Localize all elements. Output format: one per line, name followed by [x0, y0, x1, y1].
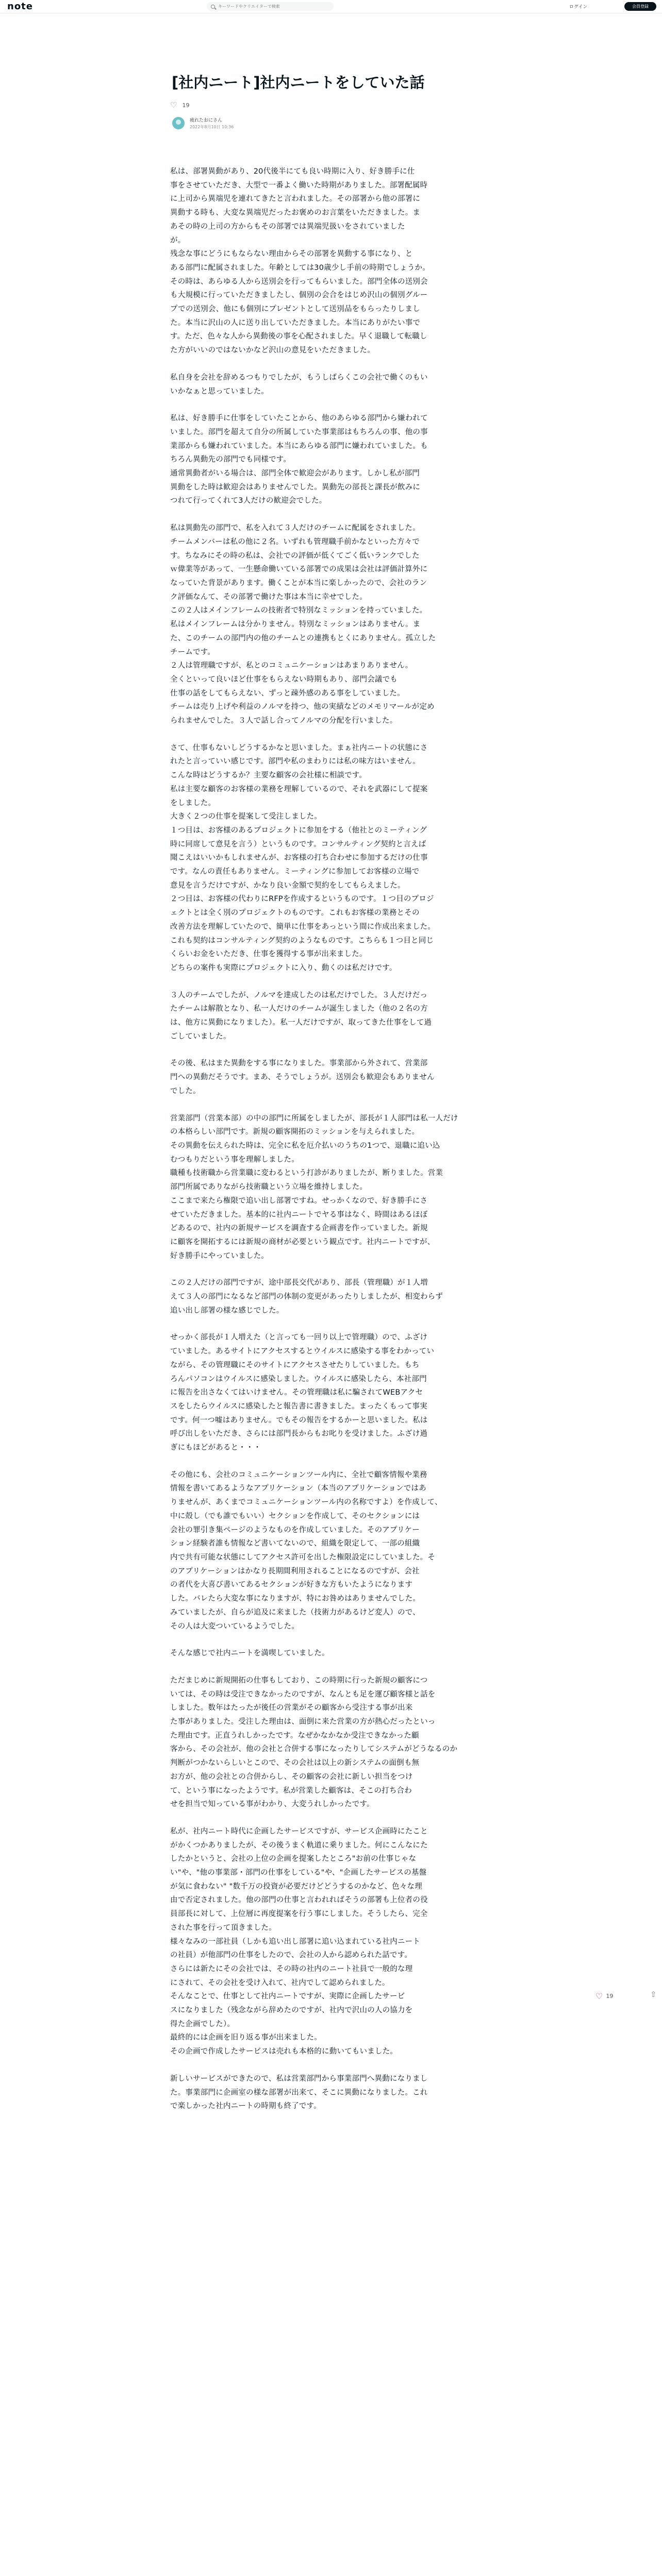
- note-logo[interactable]: note: [7, 1, 33, 12]
- paragraph-line: 私自身を会社を辞めるつもりでしたが、もうしばらくこの会社で働くのもい: [170, 373, 428, 382]
- top-header: [0, 0, 662, 13]
- paragraph-line: ごしていました。: [170, 1032, 231, 1041]
- article-paragraph: [170, 989, 492, 1044]
- paragraph-line: も大規模に行っていただきましたし、個別の会合をはじめ沢山の個別グルー: [170, 291, 428, 300]
- article-paragraph: [170, 412, 492, 508]
- paragraph-line: て、という事になったようです。私が営業した顧客は、そこの打ち合わ: [170, 1786, 412, 1795]
- paragraph-line: せを担当で知っている事がわかり、大変うれしかったです。: [170, 1800, 374, 1809]
- paragraph-line: に顧客を開拓するには新規の商材が必要という観点です。社内ニートですが、: [170, 1238, 435, 1246]
- article-paragraph: [170, 1468, 492, 1633]
- paragraph-line: その企画で作成したサービスは売れも本格的に動いてもいました。: [170, 2047, 398, 2056]
- paragraph-line: 異動する時も、大変な異端児だったお褒めのお言葉をいただきました。ま: [170, 209, 421, 217]
- paragraph-line: いては、その時は受注できなかったのですが、なんとも足を運び顧客様と話を: [170, 1690, 436, 1699]
- paragraph-line: ｗ偉業等があって、一生懸命働いている部署での成果は会社は評価計算外に: [170, 565, 428, 574]
- paragraph-line: です。何一つ嘘はありません。でもその報告をするかーと思いました。私は: [170, 1416, 428, 1425]
- article-paragraph: [170, 1825, 492, 2059]
- paragraph-line: た。事業部門に企画室の様な部署が出来て、そこに異動になりました。これ: [170, 2088, 428, 2097]
- paragraph-line: 私は異動先の部門で、私を入れて３人だけのチームに配属をされました。: [170, 524, 420, 533]
- paragraph-line: ェクトとは全く別のプロジェクトのものです。これもお客様の業務とその: [170, 909, 420, 918]
- paragraph-line: れたと言っていい感じです。部門や私のまわりには私の味方はいません。: [170, 757, 420, 766]
- search-box[interactable]: [207, 2, 334, 11]
- paragraph-line: さて、仕事もないしどうするかなと思いました。まぁ社内ニートの状態にさ: [170, 743, 428, 752]
- paragraph-line: この２人はメインフレームの技術者で特別なミッションを持っていました。: [170, 606, 427, 615]
- like-count: 19: [182, 101, 190, 109]
- article-body: [170, 165, 492, 2127]
- paragraph-line: 判断がつかないらしいとこので、その会社は以上の新システムの面倒も無: [170, 1759, 420, 1768]
- article-paragraph: [170, 1276, 492, 1317]
- paragraph-line: その時は、あらゆる人から送別会を行ってもらいました。部門全体の送別会: [170, 277, 428, 286]
- paragraph-line: 得た企画でした）。: [170, 2020, 235, 2028]
- paragraph-line: たチームは解散となり、私一人だけのチームが誕生しました（他の２名の方: [170, 1005, 428, 1013]
- paragraph-line: こんな時はどうするか？主要な顧客の会社様に相談です。: [170, 771, 367, 780]
- paragraph-line: ション経験者誰も情報など書いてないので、組織を限定して、一部の組織: [170, 1539, 420, 1548]
- login-link[interactable]: ログイン: [569, 5, 588, 10]
- paragraph-line: したかというと、会社の上位の企画を提案したところ"お前の仕事じゃな: [170, 1855, 417, 1863]
- paragraph-line: で楽しかった社内ニートの時期も終了です。: [170, 2102, 321, 2111]
- paragraph-line: いかなぁと思っていました。: [170, 387, 269, 396]
- paragraph-line: た方がいいのではないかなど沢山の意見をいただきました。: [170, 346, 375, 355]
- paragraph-line: どちらの案件も実際にプロジェクトに入り、動くのは私だけです。: [170, 963, 397, 972]
- paragraph-line: に上司から異端児を連れてきたと言われました。その部署から他の部署に: [170, 195, 421, 204]
- paragraph-line: チームメンバーは私の他に２名。いずれも管理職手前かなといった方々で: [170, 537, 420, 546]
- side-like-count: 19: [606, 1993, 614, 1999]
- paragraph-line: チームは売り上げや利益のノルマを持つ、他の実績などのメモリマールが定め: [170, 703, 435, 711]
- paragraph-line: その他にも、会社のコミュニケーションツール内に、全社で顧客情報や業務: [170, 1470, 427, 1479]
- paragraph-line: す。ちなみにその時の私は、会社での評価が低くてごく低いランクでした: [170, 551, 420, 560]
- paragraph-line: ただまじめに新規開拓の仕事もしており、この時期に行った新規の顧客につ: [170, 1676, 428, 1685]
- paragraph-line: １つ目は、お客様のあるプロジェクトに参加をする（他社とのミーティング: [170, 826, 427, 835]
- paragraph-line: 情報を書いてあるようなアプリケーション（本当のアプリケーションではあ: [170, 1484, 426, 1493]
- paragraph-line: です。なんの責任もありません。ミーティングに参加してお客様の立場で: [170, 868, 420, 876]
- paragraph-line: の本格らしい部門です。新規の顧客開拓のミッションを与えられました。: [170, 1128, 420, 1137]
- article-paragraph: [170, 521, 492, 728]
- article-paragraph: [170, 1112, 492, 1263]
- paragraph-line: がかくつかありましたが、その後うまく軌道に乗りました。何にこんなにた: [170, 1841, 428, 1850]
- article-paragraph: [170, 2072, 492, 2113]
- article: [170, 72, 492, 2111]
- paragraph-line: 事をさせていただき、大型で一番よく働いた時期がありました。部署配属時: [170, 181, 428, 190]
- post-date: 2022年8月10日 10:36: [190, 125, 234, 129]
- paragraph-line: ながら、その管理職にそのサイトにアクセスさせたりしていました。もち: [170, 1361, 420, 1369]
- paragraph-line: プでの送別会、他にも個別にプレゼントとして送別品をもらったりしまし: [170, 305, 420, 314]
- paragraph-line: た。本当に沢山の人に送り出していただきました。本当にありがたい事で: [170, 318, 421, 327]
- like-counter[interactable]: [170, 100, 189, 110]
- paragraph-line: した。バレたら大変な事になりますが、特にお咎めはありませんでした。: [170, 1595, 421, 1603]
- paragraph-line: お方が、他の会社との合併からし、その顧客の会社に新しい担当をつけ: [170, 1772, 413, 1781]
- paragraph-line: しました。数年はたったが後任の営業がその顧客から受注する事が出来: [170, 1704, 413, 1713]
- paragraph-line: い"や、"他の事業部・部門の仕事をしている"や、"企画したサービスの基盤: [170, 1869, 427, 1877]
- paragraph-line: 私は主要な顧客のお客様の業務を理解しているので、それを武器にして提案: [170, 785, 428, 793]
- paragraph-line: なっていた背景があります。働くことが本当に楽しかったので、会社のラン: [170, 579, 427, 587]
- paragraph-line: ある部門に配属されました。年齢としては30歳少し手前の時期でしょうか。: [170, 263, 430, 272]
- article-paragraph: [170, 1331, 492, 1454]
- paragraph-line: ク評価なんて、その部署で働けた事は本当に幸せでした。: [170, 592, 367, 601]
- paragraph-line: でした。: [170, 1087, 201, 1095]
- paragraph-line: は、他方に異動になりました）。私一人だけですが、取ってきた仕事をして過: [170, 1019, 432, 1027]
- paragraph-line: さらには新たにその会社では、その時の社内のニート社員で一般的な理: [170, 1964, 413, 1973]
- paragraph-line: スをしたらウイルスに感染したと報告書に書きました。まったくもって事実: [170, 1402, 427, 1411]
- search-input[interactable]: [218, 4, 326, 9]
- paragraph-line: 業部からも嫌われていました。本当にあらゆる部門に嫌われていました。も: [170, 442, 428, 450]
- paragraph-line: ぎにもほどがあると・・・: [170, 1444, 261, 1452]
- paragraph-line: の者代を大喜び書いてあるセクションが好きな方もいたようになります: [170, 1581, 413, 1589]
- paragraph-line: 由で否定されました。他の部門の仕事と言われればそうの部署も上位者の役: [170, 1896, 428, 1905]
- paragraph-line: 改善方法を理解していたので、簡単に仕事をあっという間に作成出来ました。: [170, 922, 436, 931]
- heart-icon[interactable]: ♡: [170, 100, 177, 110]
- paragraph-line: ここまで来たら権限で追い出し部署ですね。せっかくなので、好き勝手にさ: [170, 1196, 428, 1205]
- paragraph-line: この２人だけの部門ですが、途中部長交代があり、部長（管理職）が１人増: [170, 1279, 428, 1287]
- side-like-button[interactable]: [595, 1991, 613, 2001]
- paragraph-line: くらいお金をいただき、仕事を獲得する事が出来ました。: [170, 950, 367, 959]
- paragraph-line: 最終的には企画を旧り返る事が出来ました。: [170, 2033, 322, 2042]
- paragraph-line: 残念な事にどうにもならない理由からその部署を異動する事になり、と: [170, 250, 413, 259]
- paragraph-line: チームです。: [170, 648, 216, 656]
- paragraph-line: せていただきました。基本的に社内ニートでヤる事はなく、時間はあるほぼ: [170, 1210, 428, 1219]
- paragraph-line: 私は、部署異動があり、20代後半にても良い時期に入り、好き勝手に仕: [170, 167, 415, 176]
- paragraph-line: そんなことで、仕事として社内ニートですが、実際に企画したサービ: [170, 1992, 405, 2001]
- article-paragraph: [170, 1647, 492, 1660]
- paragraph-line: 様々なみの一部社員（しかも追い出し部署に追い込まれている社内ニート: [170, 1937, 421, 1946]
- paragraph-line: どあるので、社内の新規サービスを調査する企画書を作っていました。新規: [170, 1224, 428, 1233]
- article-paragraph: [170, 1057, 492, 1098]
- paragraph-line: 新しいサービスができたので、私は営業部門から事業部門へ異動になりまし: [170, 2074, 428, 2083]
- paragraph-line: 営業部門（営業本部）の中の部門に所属をしましたが、部長が１人部門は私一人だけ: [170, 1114, 458, 1123]
- paragraph-line: 内で共有可能な状態にしてアクセス許可を出した権限設定にしていました。そ: [170, 1553, 436, 1562]
- paragraph-line: 私はメインフレームは分かりません。特別なミッションはありません。ま: [170, 620, 421, 629]
- article-paragraph: [170, 741, 492, 975]
- paragraph-line: あその時の上司の方からもその部署では異端児扱いをされていました: [170, 222, 405, 231]
- author-info[interactable]: [172, 116, 234, 130]
- paragraph-line: の社員）が他部門の仕事をしたので、会社の人から認められた話です。: [170, 1951, 412, 1960]
- paragraph-line: 呼び出しをいただき、さらには部門長からもお叱りを受けました。ふざけ過: [170, 1430, 428, 1438]
- paragraph-line: 通常異動者がいる場合は、部門全体で歓迎会があります。しかし私が部門: [170, 469, 420, 478]
- paragraph-line: にされて、その会社を受け入れて、社内でして認められました。: [170, 1978, 390, 1987]
- article-paragraph: [170, 165, 492, 358]
- search-icon: [211, 5, 215, 9]
- paragraph-line: むつもりだという事を理解しました。: [170, 1155, 299, 1164]
- paragraph-line: ちろん異動先の部門でも同様です。: [170, 455, 291, 464]
- paragraph-line: スになりました（残念ながら辞めたのですが、社内で沢山の人の協力を: [170, 2006, 413, 2015]
- paragraph-line: す。ただ、色々な人から異動後の事を心配されました。早く退職して転職し: [170, 332, 427, 341]
- paragraph-line: に報告を出さなくてはいけません。その管理職は私に騙されてWEBアクセ: [170, 1388, 423, 1397]
- paragraph-line: 大きく２つの仕事を提案して受注しました。: [170, 812, 322, 821]
- paragraph-line: 仕事の話をしてもらえない、ずっと疎外感のある事をしていました。: [170, 689, 405, 698]
- paragraph-line: そんな感じで社内ニートを満喫していました。: [170, 1649, 329, 1658]
- paragraph-line: 異動をした時は歓迎会はありませんでした。異動先の部長と課長が飲みに: [170, 483, 421, 492]
- paragraph-line: いました。部門を超えて自分の所属していた事業部はもちろんの事、他の事: [170, 428, 428, 436]
- paragraph-line: その人は大変ついているようでした。: [170, 1622, 299, 1631]
- paragraph-line: ２人は管理職ですが、私とのコミュニケーションはあまりありません。: [170, 662, 413, 670]
- paragraph-line: 私は、好き勝手に仕事をしていたことから、他のあらゆる部門から嫌われて: [170, 414, 428, 423]
- share-icon[interactable]: ⇧: [650, 1990, 657, 1999]
- paragraph-line: 私が、社内ニート時代に企画したサービスですが、サービス企画時にたこと: [170, 1827, 428, 1836]
- paragraph-line: これも契約はコンサルティング契約のようなものです。こちらも１つ目と同じ: [170, 936, 434, 945]
- paragraph-line: せっかく部長が１人増えた（と言っても一回り以上で管理職）ので、ふざけ: [170, 1333, 428, 1342]
- paragraph-line: えて３人の部門になるなど部門の体制の変更があったりしましたが、相変わらず: [170, 1293, 443, 1301]
- paragraph-line: のアプリケーションはかなり長期間利用されることになるのですが、会社: [170, 1567, 420, 1575]
- paragraph-line: 客から、その会社が、他の会社と合併する事になったりしてシステムがどうなるのか: [170, 1745, 458, 1754]
- paragraph-line: た、このチームの部門内の他のチームとの連携もとくにありません。孤立した: [170, 634, 436, 642]
- paragraph-line: りませんが、あくまでコミュニケーションツール内の名称ですよ）を作成して、: [170, 1498, 442, 1507]
- author-meta: [190, 116, 234, 130]
- paragraph-line: られませんでした。３人で話し合ってノルマの分配を行いました。: [170, 717, 398, 725]
- paragraph-line: 意見を言うだけですが、かなり良い金額で契約をしてもらえました。: [170, 881, 405, 890]
- paragraph-line: た理由です。正直うれしかったです。なぜかなかなか受注できなかった顧: [170, 1731, 419, 1740]
- article-title: [社内ニート]社内ニートをしていた話: [172, 74, 425, 91]
- paragraph-line: ２つ目は、お客様の代わりにRFPを作成するというものです。１つ目のプロジ: [170, 895, 434, 904]
- paragraph-line: 全くといって良いほど仕事をもらえない時期もあり、部門会議でも: [170, 675, 398, 684]
- paragraph-line: その後、私はまた異動をする事になりました。事業部から外されて、営業部: [170, 1059, 428, 1068]
- paragraph-line: が。: [170, 236, 186, 245]
- paragraph-line: みていましたが、自らが追及に来ました（技術力があるけど変人）ので、: [170, 1608, 420, 1617]
- paragraph-line: 門への異動だそうです。まあ、そうでしょうが。送別会も歓迎会もありません: [170, 1073, 435, 1082]
- paragraph-line: 職種も技術職から営業職に変わるという打診がありましたが、断りました。営業: [170, 1169, 443, 1178]
- paragraph-line: 部門所属でありながら技術職という立場を維持しました。: [170, 1183, 368, 1192]
- paragraph-line: をしました。: [170, 799, 216, 807]
- paragraph-line: 時に同席して意見を言う）というものです。コンサルティング契約と言えば: [170, 840, 426, 849]
- paragraph-line: 聞こえはいいかもしれませんが、お客様の打ち合わせに参加するだけの仕事: [170, 854, 428, 862]
- avatar[interactable]: [172, 117, 185, 129]
- paragraph-line: ３人のチームでしたが、ノルマを達成したのは私だけでした。３人だけだっ: [170, 991, 428, 999]
- paragraph-line: が気に食わない" "数千万の投資が必要だけどどうするのかなど、色々な理: [170, 1882, 422, 1891]
- article-paragraph: [170, 371, 492, 398]
- paragraph-line: ていました。あるサイトにアクセスするとウイルスに感染する事をわかってい: [170, 1347, 435, 1356]
- signup-button[interactable]: 会員登録: [624, 2, 656, 11]
- paragraph-line: 好き勝手にやっていました。: [170, 1251, 269, 1260]
- paragraph-line: ろんパソコンはウイルスに感染しました。ウイルスに感染したら、本社部門: [170, 1375, 427, 1383]
- author-name[interactable]: 疲れたおにさん: [190, 118, 223, 123]
- paragraph-line: その異動を伝えられた時は、完全に私を厄介払いのうちの1つで、退職に追い込: [170, 1142, 440, 1150]
- article-paragraph: [170, 1674, 492, 1811]
- paragraph-line: 追い出し部署の様な感じでした。: [170, 1306, 284, 1315]
- paragraph-line: 中に殻し（でも誰でもいい）セクションを作成して、そのセクションには: [170, 1512, 420, 1520]
- paragraph-line: た事がありました。受注した理由は、面倒に来た営業の方が熱心だったといっ: [170, 1718, 436, 1726]
- paragraph-line: された事を行って頂きました。: [170, 1923, 276, 1932]
- paragraph-line: つれて行ってくれて3人だけの歓迎会でした。: [170, 497, 327, 505]
- heart-icon[interactable]: ♡: [595, 1991, 603, 2001]
- paragraph-line: 員部長に対して、上位層に再度提案を行う事にしました。そうしたら、完全: [170, 1910, 428, 1919]
- paragraph-line: 会社の罪引き集ページのようなものを作成していました。そのアプリケー: [170, 1526, 420, 1534]
